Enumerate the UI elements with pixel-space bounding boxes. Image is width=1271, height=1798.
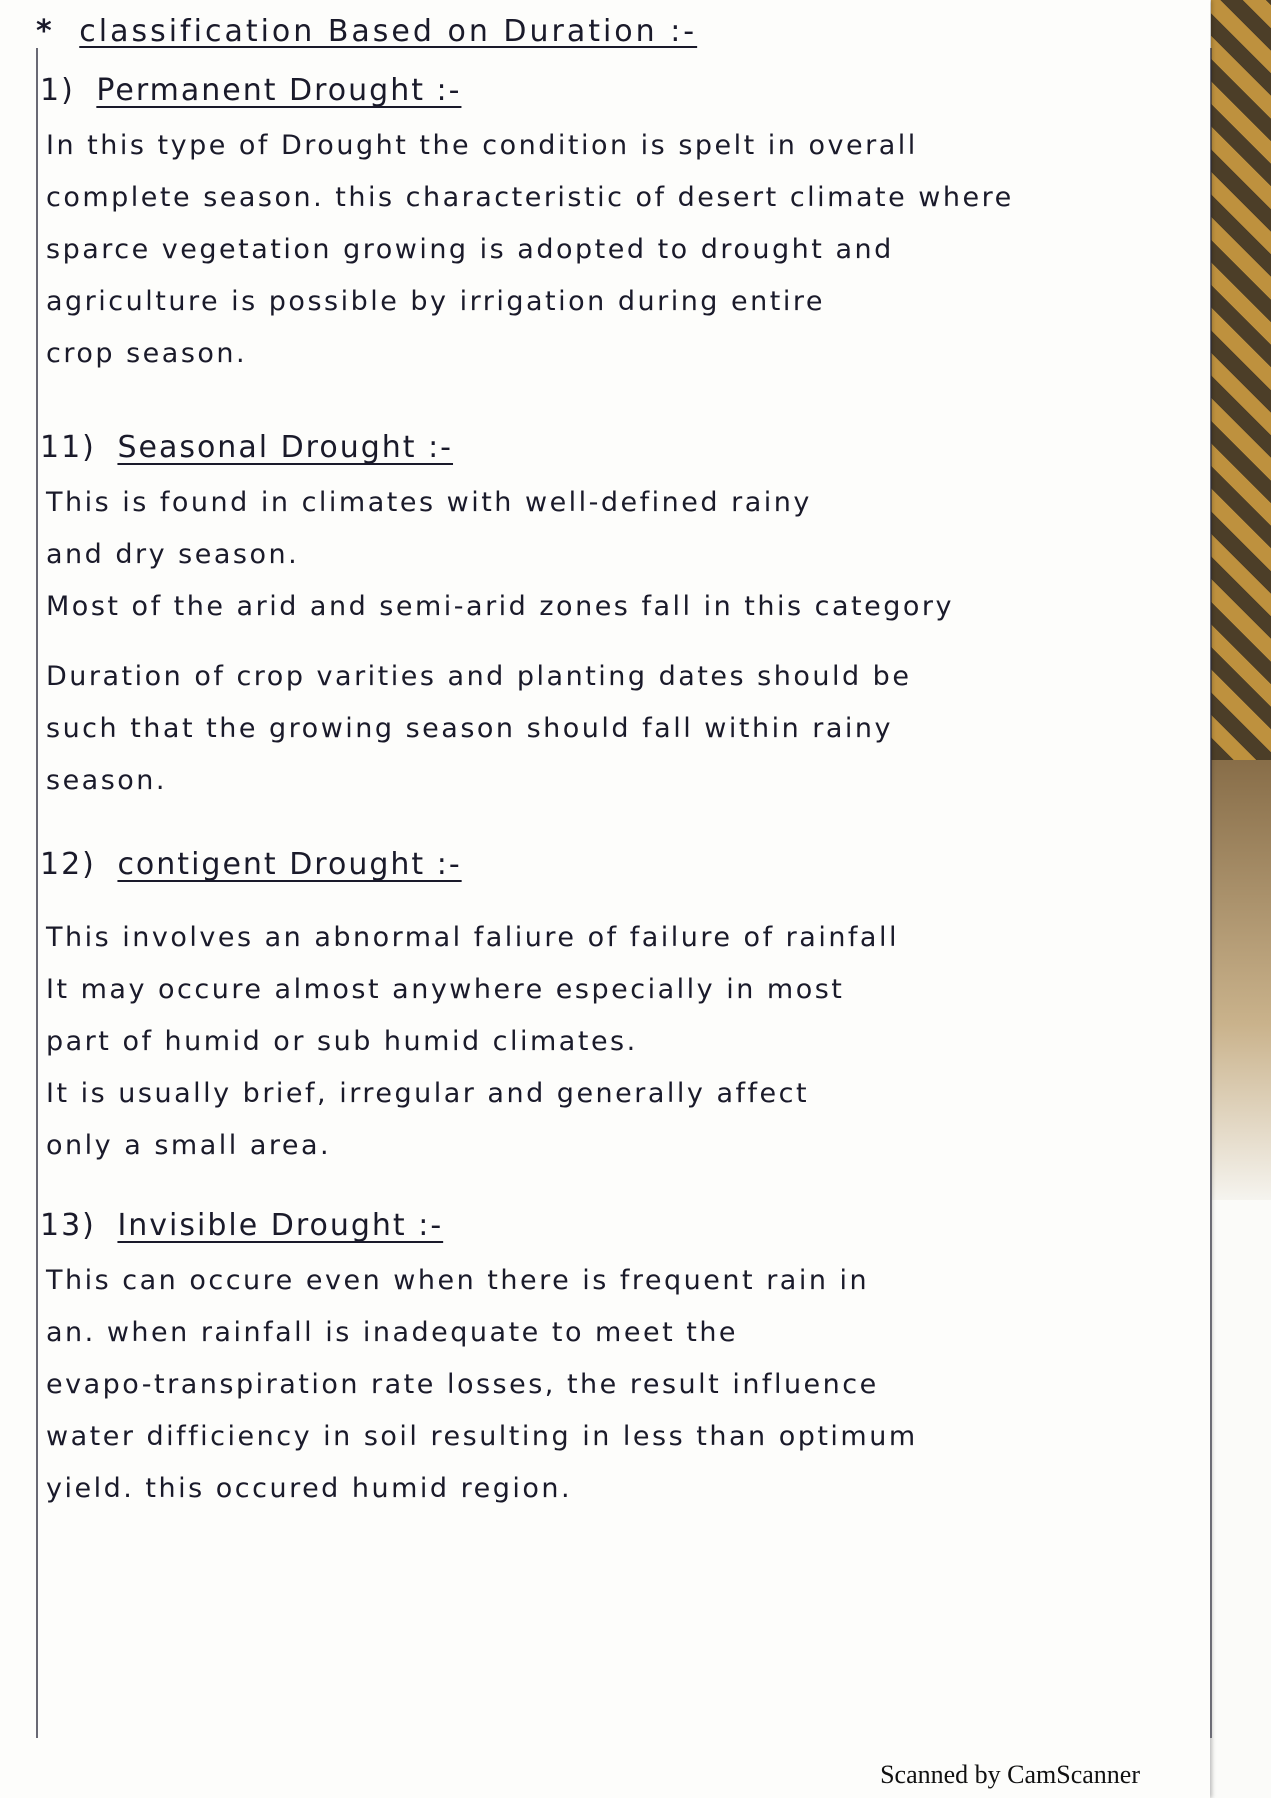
section-seasonal-drought [36,430,1206,807]
text-line: complete season. this characteristic of desert climate where [46,182,1014,213]
section-name: Seasonal Drought :- [117,430,454,465]
section-number: 12) [40,847,96,882]
text-line: yield. this occured humid region. [46,1473,573,1504]
line-gap [36,894,1206,912]
text-line: It may occure almost anywhere especially in most [46,974,845,1005]
text-line: water difficiency in soil resulting in less than optimum [46,1421,918,1452]
text-line: agriculture is possible by irrigation during entire [46,286,825,317]
text-line: This can occure even when there is frequent rain in [46,1265,870,1296]
section-title [36,73,1206,108]
section-name: Invisible Drought :- [117,1208,444,1243]
text-line: evapo-transpiration rate losses, the result influence [46,1369,879,1400]
main-heading [36,8,1206,49]
text-line: part of humid or sub humid climates. [46,1026,638,1057]
section-contingent-drought [36,847,1206,1172]
bullet-star: * [36,14,55,49]
text-line: sparce vegetation growing is adopted to drought and [46,234,894,265]
text-line: This involves an abnormal faliure of failure of rainfall [46,922,899,953]
line-gap [36,633,1206,651]
text-line: season. [46,765,168,796]
section-number: 11) [40,430,96,465]
section-title [36,430,1206,465]
background-pattern-strip [1211,0,1271,760]
background-edge-shadow [1211,760,1271,1200]
section-number: 1) [40,73,75,108]
text-line: This is found in climates with well-defined rainy [46,487,812,518]
main-heading-text: classification Based on Duration :- [79,14,698,49]
text-line: and dry season. [46,539,300,570]
page-content [36,8,1206,1549]
section-number: 13) [40,1208,96,1243]
text-line: only a small area. [46,1130,332,1161]
section-name: contigent Drought :- [117,847,462,882]
section-permanent-drought [36,73,1206,380]
section-title [36,847,1206,882]
text-line: such that the growing season should fall within rainy [46,713,893,744]
text-line: an. when rainfall is inadequate to meet the [46,1317,739,1348]
text-line: In this type of Drought the condition is spelt in overall [46,130,918,161]
text-line: Most of the arid and semi-arid zones fall in this category [46,591,954,622]
scanner-watermark: Scanned by CamScanner [880,1760,1140,1789]
section-title [36,1208,1206,1243]
section-invisible-drought [36,1208,1206,1515]
section-name: Permanent Drought :- [96,73,462,108]
text-line: Duration of crop varities and planting dates should be [46,661,912,692]
text-line: It is usually brief, irregular and generally affect [46,1078,810,1109]
text-line: crop season. [46,338,248,369]
right-margin-line [1210,48,1212,1738]
